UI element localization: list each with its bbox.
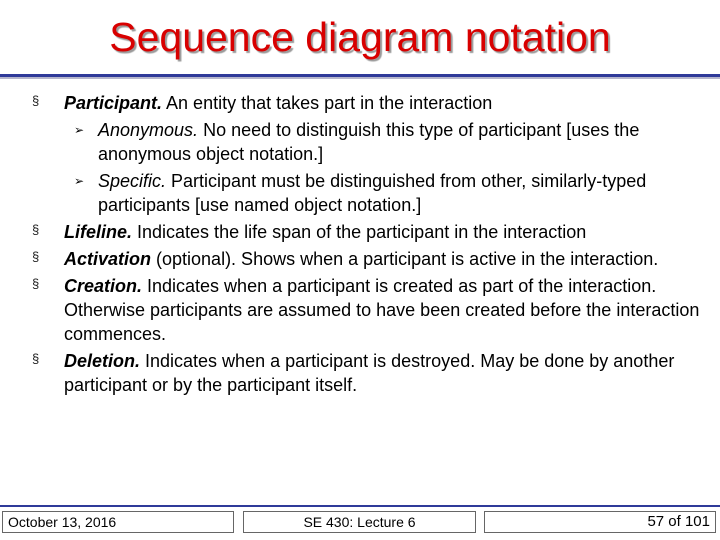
footer-divider <box>0 505 720 507</box>
square-bullet-icon: § <box>32 222 40 237</box>
footer-course: SE 430: Lecture 6 <box>243 511 476 533</box>
list-item-deletion <box>30 349 710 397</box>
square-bullet-icon: § <box>32 249 40 264</box>
item-text: (optional). Shows when a participant is active in the interaction. <box>151 249 659 269</box>
item-term: Lifeline. <box>64 222 133 242</box>
footer-page-number: 57 of 101 <box>484 511 716 533</box>
item-text: Indicates when a participant is created as part of the interaction. Otherwise participants are assumed to have been created before the interaction commences. <box>64 276 700 344</box>
item-term: Participant. <box>64 93 163 113</box>
arrow-bullet-icon: ➢ <box>74 174 85 188</box>
arrow-bullet-icon: ➢ <box>74 123 85 137</box>
sub-item-text: No need to distinguish this type of participant [uses the anonymous object notation.] <box>98 120 640 164</box>
sub-item-anonymous <box>30 118 710 166</box>
sub-item-text: Participant must be distinguished from other, similarly-typed participants [use named object notation.] <box>98 171 647 215</box>
list-item-lifeline <box>30 220 710 244</box>
list-item-participant <box>30 91 710 115</box>
item-term: Creation. <box>64 276 143 296</box>
title-divider-shadow <box>0 77 720 79</box>
item-text: Indicates the life span of the participant in the interaction <box>132 222 587 242</box>
square-bullet-icon: § <box>32 93 40 108</box>
item-term: Deletion. <box>64 351 141 371</box>
sub-item-term: Anonymous. <box>98 120 199 140</box>
footer-date: October 13, 2016 <box>2 511 234 533</box>
item-text: An entity that takes part in the interaction <box>162 93 493 113</box>
slide-content <box>30 91 710 400</box>
square-bullet-icon: § <box>32 351 40 366</box>
sub-item-term: Specific. <box>98 171 167 191</box>
item-text: Indicates when a participant is destroyed. May be done by another participant or by the participant itself. <box>64 351 675 395</box>
item-term: Activation <box>64 249 152 269</box>
square-bullet-icon: § <box>32 276 40 291</box>
list-item-creation <box>30 274 710 346</box>
sub-item-specific <box>30 169 710 217</box>
list-item-activation <box>30 247 710 271</box>
slide-title: Sequence diagram notation <box>109 14 611 60</box>
